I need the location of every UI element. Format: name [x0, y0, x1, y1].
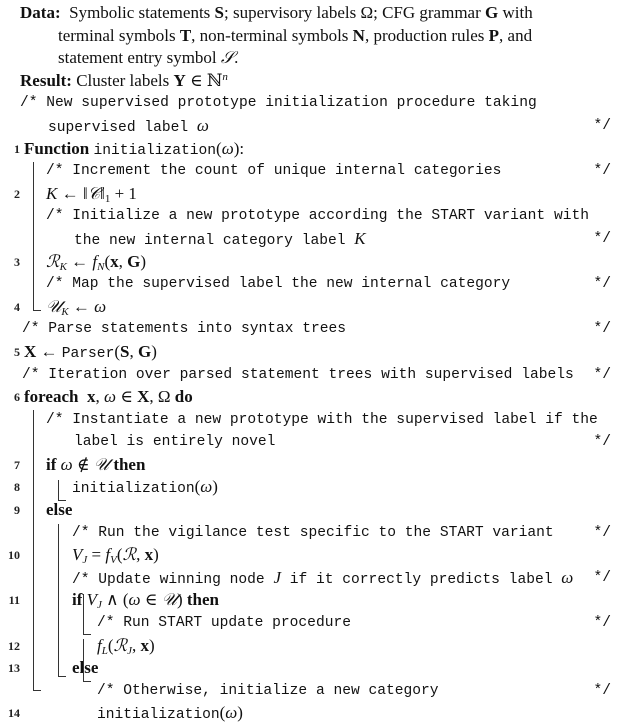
line-4: 4 𝒰$_K$ ← ω: [14, 296, 107, 318]
line-2: 2 K ← $‖𝒞‖_1 + 1$: [14, 183, 137, 205]
comment-incr: /* Increment the count of unique internal categories */: [46, 163, 611, 180]
line-10: 10 $V_J$ = $f_V(ℛ$, x): [8, 545, 159, 567]
block-bar-function: [33, 162, 41, 311]
line-12: 12 $f_L(ℛ_J$, x): [8, 635, 155, 657]
comment-newproto-2: the new internal category label K */: [74, 228, 611, 249]
block-bar-foreach: [33, 410, 41, 691]
line-1: 1 Function initialization(ω):: [14, 138, 245, 159]
data-line-1: Data: Symbolic statements S; supervisory labels Ω; CFG grammar G with: [20, 3, 533, 22]
block-bar-if-2: [83, 594, 91, 635]
line-7: 7 if ω ∉ 𝒰 then: [14, 454, 146, 475]
comment-iter: /* Iteration over parsed statement trees with supervised labels */: [22, 366, 611, 383]
data-line-3: statement entry symbol 𝒮.: [58, 48, 239, 69]
result-line: Result: Cluster labels Y ∈ ℕ$^n$: [20, 70, 228, 90]
comment-map: /* Map the supervised label the new internal category */: [46, 276, 611, 293]
comment-update: /* Update winning node J if it correctly predicts label ω */: [72, 567, 611, 588]
block-bar-else-2: [83, 639, 91, 682]
comment-other: /* Otherwise, initialize a new category */: [97, 682, 611, 699]
comment-start: /* Run START update procedure */: [97, 615, 611, 632]
comment-init-1: /* New supervised prototype initialization procedure taking: [20, 95, 537, 112]
comment-newproto-1: /* Initialize a new prototype according the START variant with: [46, 208, 589, 225]
comment-parse: /* Parse statements into syntax trees */: [22, 321, 611, 338]
comment-vig: /* Run the vigilance test specific to the START variant */: [72, 524, 611, 541]
line-9: 9 else: [14, 500, 73, 520]
comment-init-2: supervised label ω */: [48, 115, 611, 136]
block-bar-if-1: [58, 480, 66, 501]
line-6: 6 foreach x, ω ∈ X, Ω do: [14, 387, 193, 407]
line-5: 5 X ← Parser(S, G): [14, 341, 157, 362]
algorithm-block: [0, 2, 623, 725]
line-3: 3 ℛ$_K$ ← $f_N(x$, G): [14, 251, 147, 273]
data-label: Data:: [20, 3, 61, 22]
result-label: Result:: [20, 70, 72, 90]
data-line-2: terminal symbols T, non-terminal symbols N, production rules P, and: [58, 25, 533, 45]
line-14: 14 initialization(ω): [8, 703, 243, 724]
line-11: 11 if $V_J$ ∧ (ω ∈ 𝒰) then: [8, 590, 219, 612]
comment-inst-2: label is entirely novel */: [74, 434, 611, 451]
comment-inst-1: /* Instantiate a new prototype with the supervised label if the: [46, 411, 598, 428]
line-13: 13 else: [8, 658, 99, 678]
block-bar-else-1: [58, 524, 66, 677]
line-8: 8 initialization(ω): [14, 477, 218, 498]
